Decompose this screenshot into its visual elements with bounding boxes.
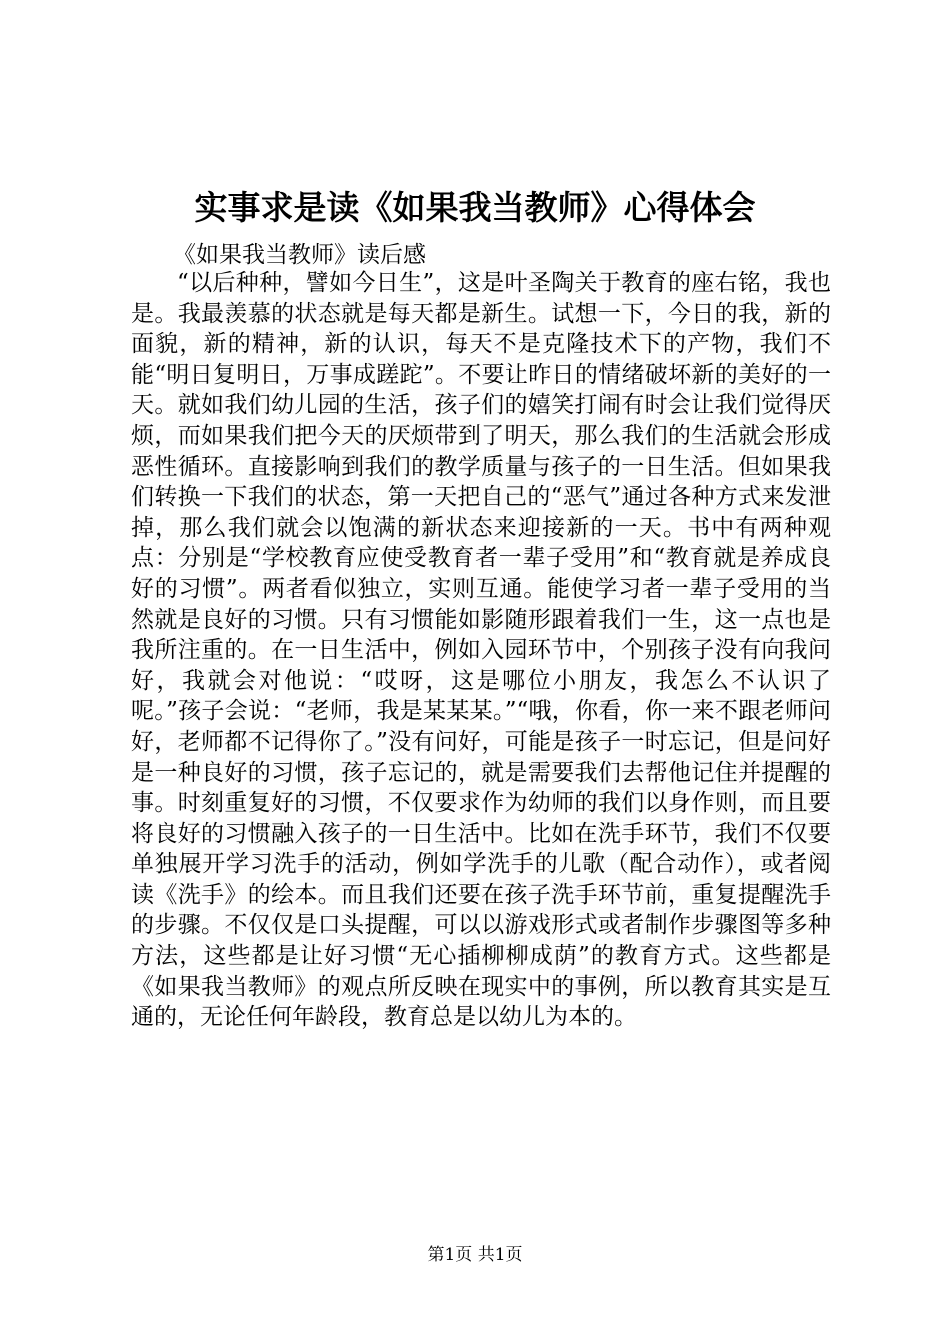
body-paragraph: “以后种种，譬如今日生”，这是叶圣陶关于教育的座右铭，我也是。我最羡慕的状态就是每天都是新生。试想一下，今日的我，新的面貌，新的精神，新的认识，每天不是克隆技术下的产物，我们不能“明日复明日，万事成蹉跎”。不要让昨日的情绪破坏新的美好的一天。就如我们幼儿园的生活，孩子们的嬉笑打闹有时会让我们觉得厌烦，而如果我们把今天的厌烦带到了明天，那么我们的生活就会形成恶性循环。直接影响到我们的教学质量与孩子的一日生活。但如果我们转换一下我们的状态，第一天把自己的“恶气”通过各种方式来发泄掉，那么我们就会以饱满的新状态来迎接新的一天。书中有两种观点：分别是“学校教育应使受教育者一辈子受用”和“教育就是养成良好的习惯”。两者看似独立，实则互通。能使学习者一辈子受用的当然就是良好的习惯。只有习惯能如影随形跟着我们一生，这一点也是我所注重的。在一日生活中，例如入园环节中，个别孩子没有向我问好，我就会对他说：“哎呀，这是哪位小朋友，我怎么不认识了呢。”孩子会说：“老师，我是某某某。”“哦，你看，你一来不跟老师问好，老师都不记得你了。”没有问好，可能是孩子一时忘记，但是问好是一种良好的习惯，孩子忘记的，就是需要我们去帮他记住并提醒的事。时刻重复好的习惯，不仅要求作为幼师的我们以身作则，而且要将良好的习惯融入孩子的一日生活中。比如在洗手环节，我们不仅要单独展开学习洗手的活动，例如学洗手的儿歌（配合动作），或者阅读《洗手》的绘本。而且我们还要在孩子洗手环节前，重复提醒洗手的步骤。不仅仅是口头提醒，可以以游戏形式或者制作步骤图等多种方法，这些都是让好习惯“无心插柳柳成荫”的教育方式。这些都是《如果我当教师》的观点所反映在现实中的事例，所以教育其实是互通的，无论任何年龄段，教育总是以幼儿为本的。	[131, 270, 831, 1031]
document-subtitle: 《如果我当教师》读后感	[173, 242, 426, 268]
page-title: 实事求是读《如果我当教师》心得体会	[194, 188, 756, 227]
page-footer: 第1页 共1页	[427, 1245, 523, 1265]
